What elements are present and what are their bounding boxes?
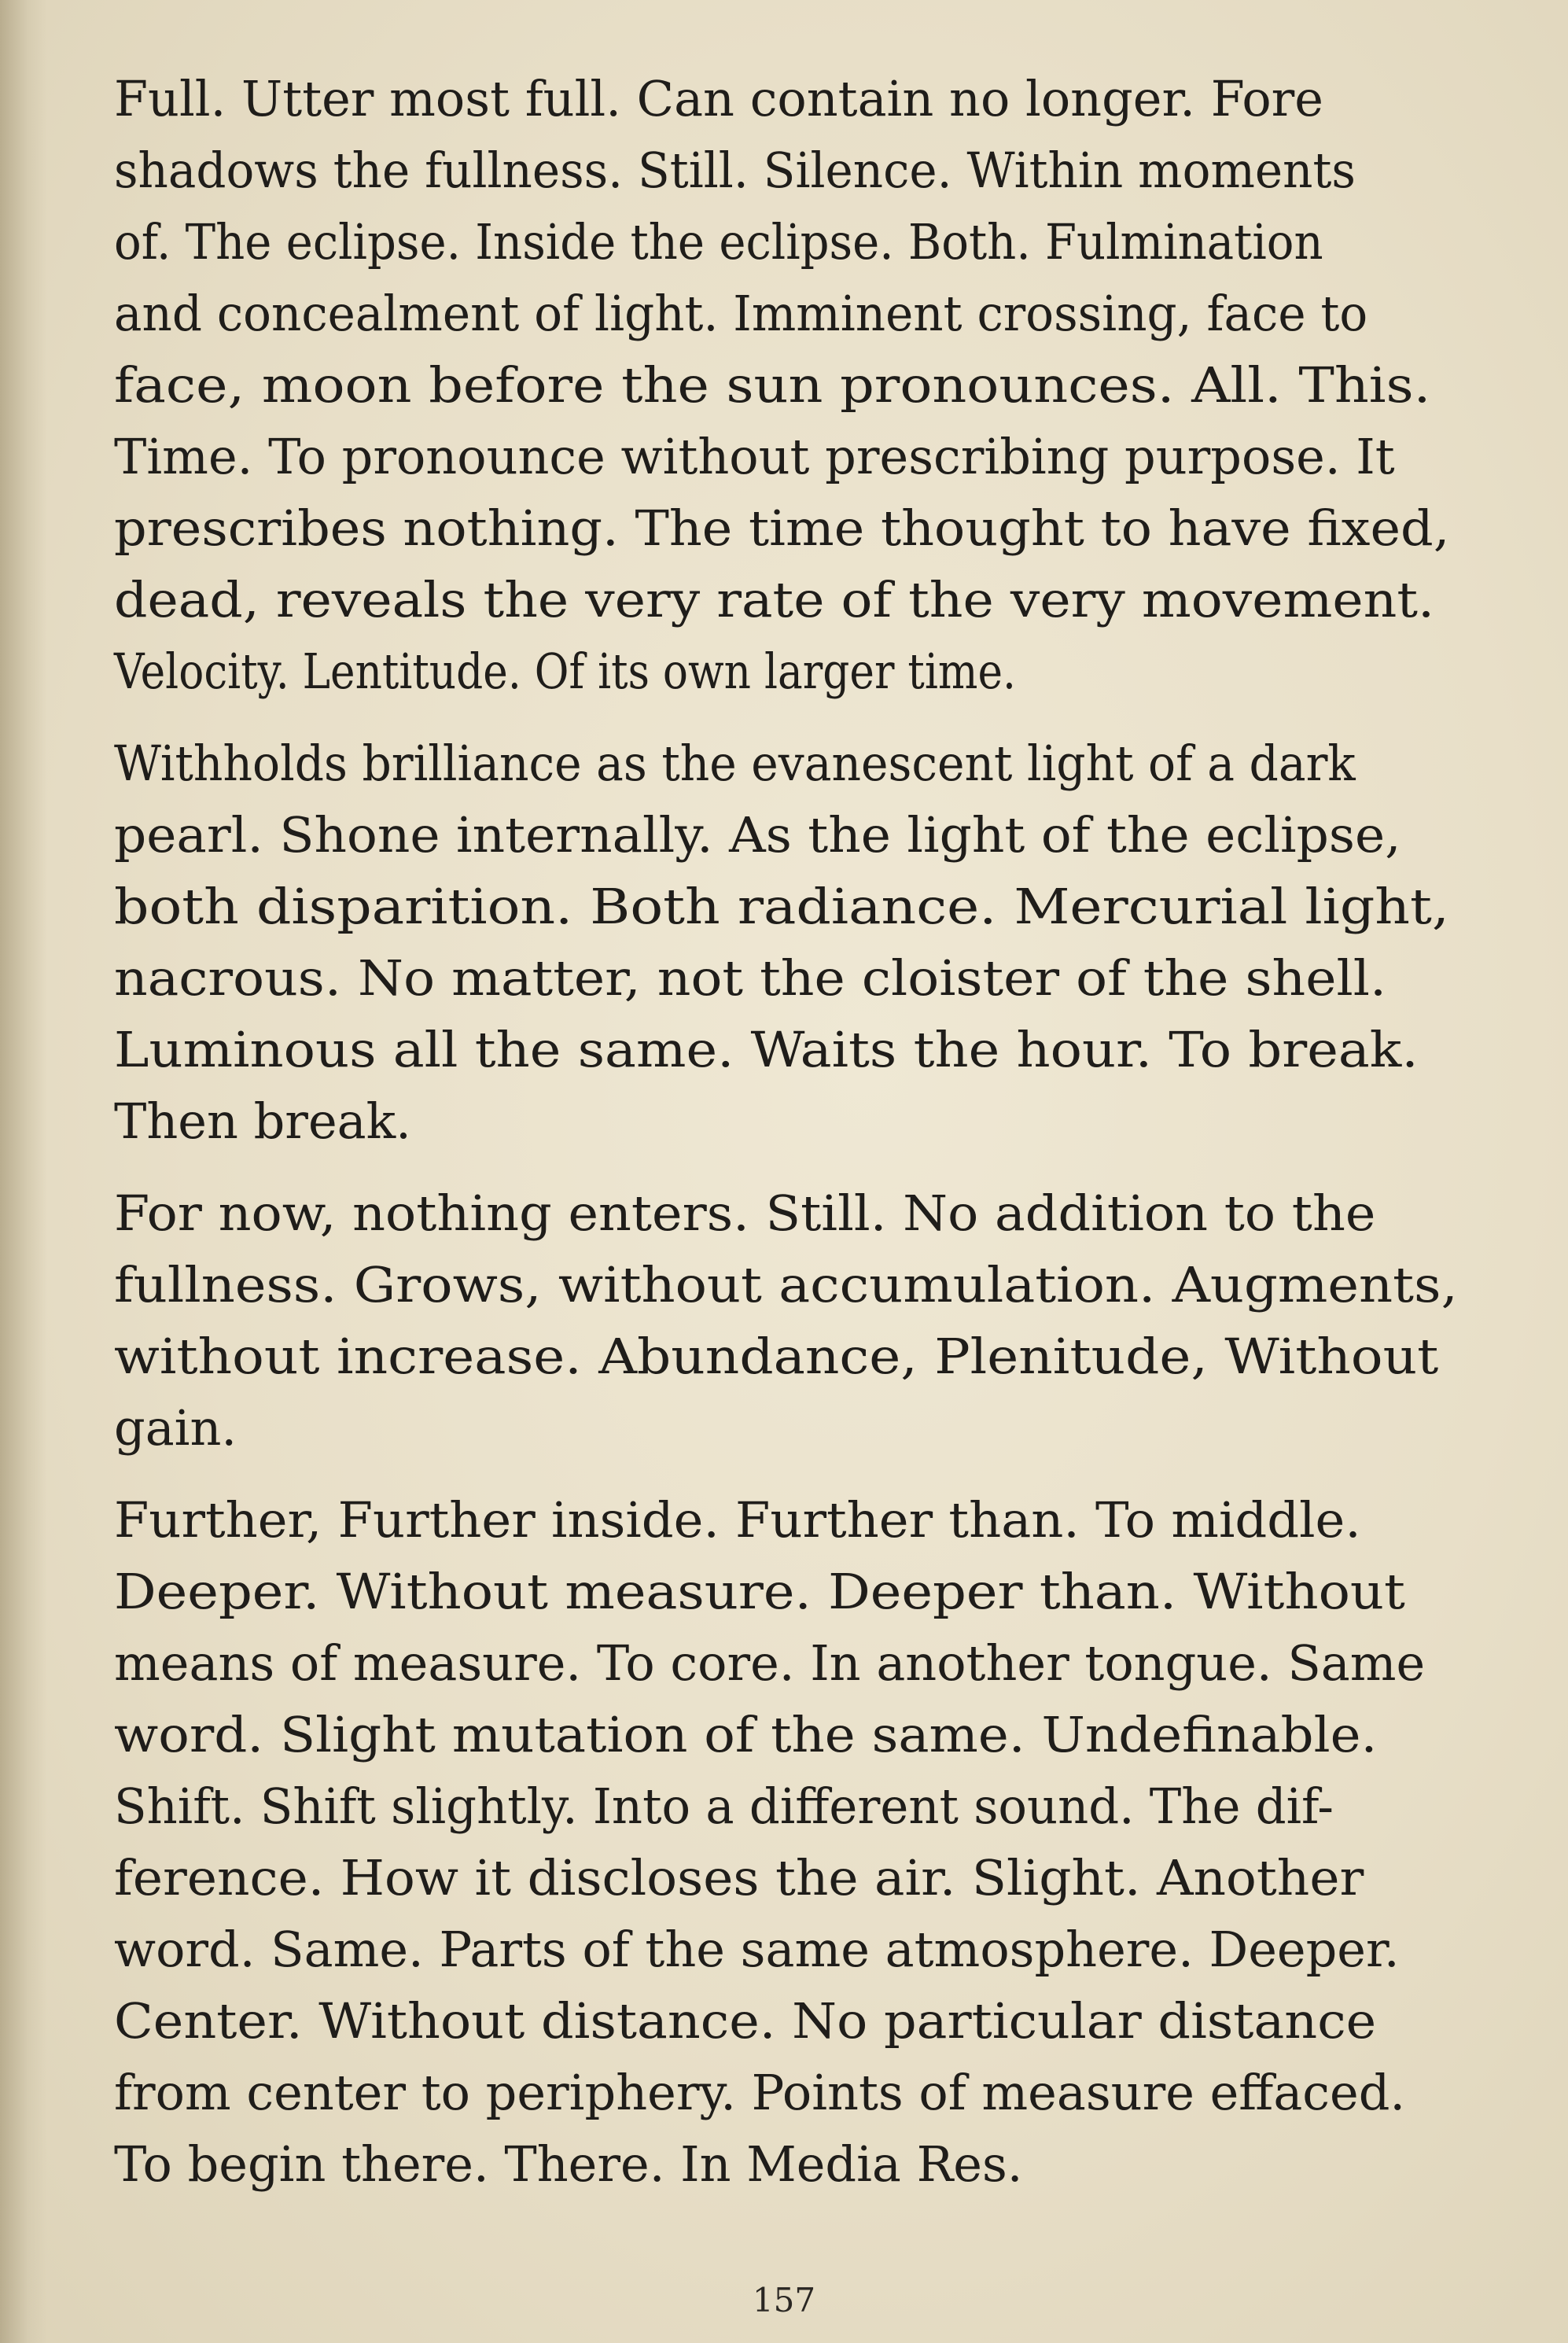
text-line: both disparition. Both radiance. Mercurial light, (114, 878, 1450, 935)
text-line: Deeper. Without measure. Deeper than. Without (114, 1563, 1405, 1620)
book-gutter-shadow (0, 0, 47, 2343)
text-line: word. Same. Parts of the same atmosphere. Deeper. (114, 1921, 1400, 1978)
paragraph-3 (114, 1177, 1514, 1464)
text-line: Further, Further inside. Further than. To middle. (114, 1491, 1361, 1549)
page-text (114, 63, 1514, 2220)
text-line: gain. (114, 1399, 237, 1457)
text-line: Shift. Shift slightly. Into a different sound. The dif- (114, 1778, 1334, 1835)
text-line: To begin there. There. In Media Res. (114, 2135, 1023, 2193)
text-line: Then break. (114, 1092, 411, 1150)
text-line: Velocity. Lentitude. Of its own larger time. (114, 643, 1016, 700)
paragraph-2 (114, 728, 1514, 1157)
text-line: pearl. Shone internally. As the light of the eclipse, (114, 806, 1401, 864)
text-line: prescribes nothing. The time thought to have fixed, (114, 499, 1450, 557)
text-line: Center. Without distance. No particular distance (114, 1992, 1377, 2050)
page-number: 157 (752, 2281, 816, 2319)
text-line: dead, reveals the very rate of the very movement. (114, 571, 1435, 628)
text-line: Time. To pronounce without prescribing purpose. It (114, 428, 1395, 485)
text-line: word. Slight mutation of the same. Undefinable. (114, 1706, 1378, 1763)
text-line: For now, nothing enters. Still. No addition to the (114, 1184, 1376, 1242)
text-line: without increase. Abundance, Plenitude, Without (114, 1328, 1439, 1385)
text-line: means of measure. To core. In another tongue. Same (114, 1634, 1426, 1692)
text-line: Withholds brilliance as the evanescent light of a dark (114, 735, 1356, 792)
paragraph-1 (114, 63, 1514, 707)
text-line: ference. How it discloses the air. Slight. Another (114, 1849, 1364, 1906)
text-line: Luminous all the same. Waits the hour. To break. (114, 1021, 1419, 1078)
text-line: and concealment of light. Imminent crossing, face to (114, 285, 1368, 342)
paragraph-4 (114, 1484, 1514, 2200)
text-line: shadows the fullness. Still. Silence. Within moments (114, 142, 1356, 199)
text-line: Full. Utter most full. Can contain no longer. Fore (114, 70, 1323, 127)
text-line: face, moon before the sun pronounces. All. This. (114, 356, 1431, 414)
text-line: fullness. Grows, without accumulation. Augments, (114, 1256, 1458, 1313)
text-line: from center to periphery. Points of measure effaced. (114, 2064, 1406, 2121)
text-line: of. The eclipse. Inside the eclipse. Both. Fulmination (114, 213, 1323, 271)
text-line: nacrous. No matter, not the cloister of the shell. (114, 949, 1387, 1007)
